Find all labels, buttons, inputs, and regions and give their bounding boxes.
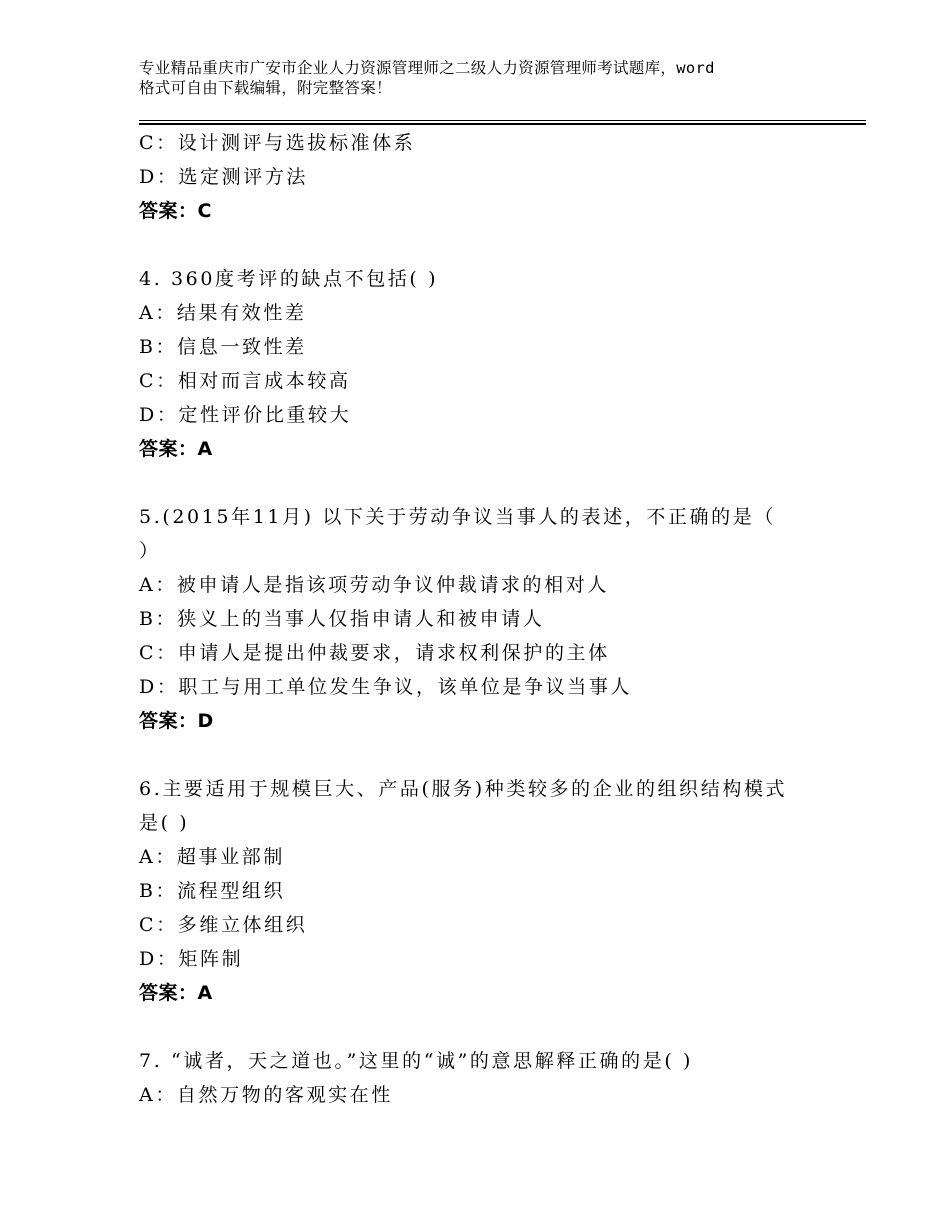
spacer [139,228,866,262]
question-6 [139,772,866,1010]
question-6-option-d: D：矩阵制 [139,948,244,970]
question-5-answer: 答案：D [139,710,214,732]
question-7-option-a: A：自然万物的客观实在性 [139,1084,393,1106]
question-7 [139,1044,866,1112]
question-4-answer: 答案：A [139,438,213,460]
question-5-stem-line-1: 5.(2015年11月) 以下关于劳动争议当事人的表述，不正确的是（ [139,506,776,528]
header-title-line-1: 专业精品重庆市广安市企业人力资源管理师之二级人力资源管理师考试题库，word [139,59,715,77]
question-5-option-a: A：被申请人是指该项劳动争议仲裁请求的相对人 [139,574,609,596]
question-5 [139,500,866,738]
question-list [139,126,866,1112]
question-6-option-a: A：超事业部制 [139,846,285,868]
question-4-option-c: C：相对而言成本较高 [139,370,351,392]
question-3-option-c: C：设计测评与选拔标准体系 [139,132,416,154]
document-header [139,58,839,98]
spacer [139,738,866,772]
question-6-option-c: C：多维立体组织 [139,914,308,936]
question-4-option-d: D：定性评价比重较大 [139,404,352,426]
header-divider [139,120,866,125]
question-5-option-c: C：申请人是提出仲裁要求，请求权利保护的主体 [139,642,610,664]
question-6-option-b: B：流程型组织 [139,880,286,902]
header-title-line-2: 格式可自由下载编辑，附完整答案！ [139,79,392,97]
spacer [139,466,866,500]
question-6-stem-line-1: 6.主要适用于规模巨大、产品(服务)种类较多的企业的组织结构模式 [139,778,788,800]
question-5-option-b: B：狭义上的当事人仅指申请人和被申请人 [139,608,545,630]
question-3-option-d: D：选定测评方法 [139,166,309,188]
question-6-stem-line-2: 是( ) [139,812,190,834]
question-7-stem: 7. “诚者，天之道也。”这里的“诚”的意思解释正确的是( ) [139,1050,693,1072]
question-5-option-d: D：职工与用工单位发生争议，该单位是争议当事人 [139,676,633,698]
question-5-stem-line-2: ） [139,540,161,562]
question-3-answer: 答案：C [139,200,212,222]
question-6-answer: 答案：A [139,982,213,1004]
question-4 [139,262,866,466]
question-4-option-b: B：信息一致性差 [139,336,307,358]
question-4-option-a: A：结果有效性差 [139,302,307,324]
question-4-stem: 4. 360度考评的缺点不包括( ) [139,268,439,290]
spacer [139,1010,866,1044]
question-3-tail [139,126,866,228]
